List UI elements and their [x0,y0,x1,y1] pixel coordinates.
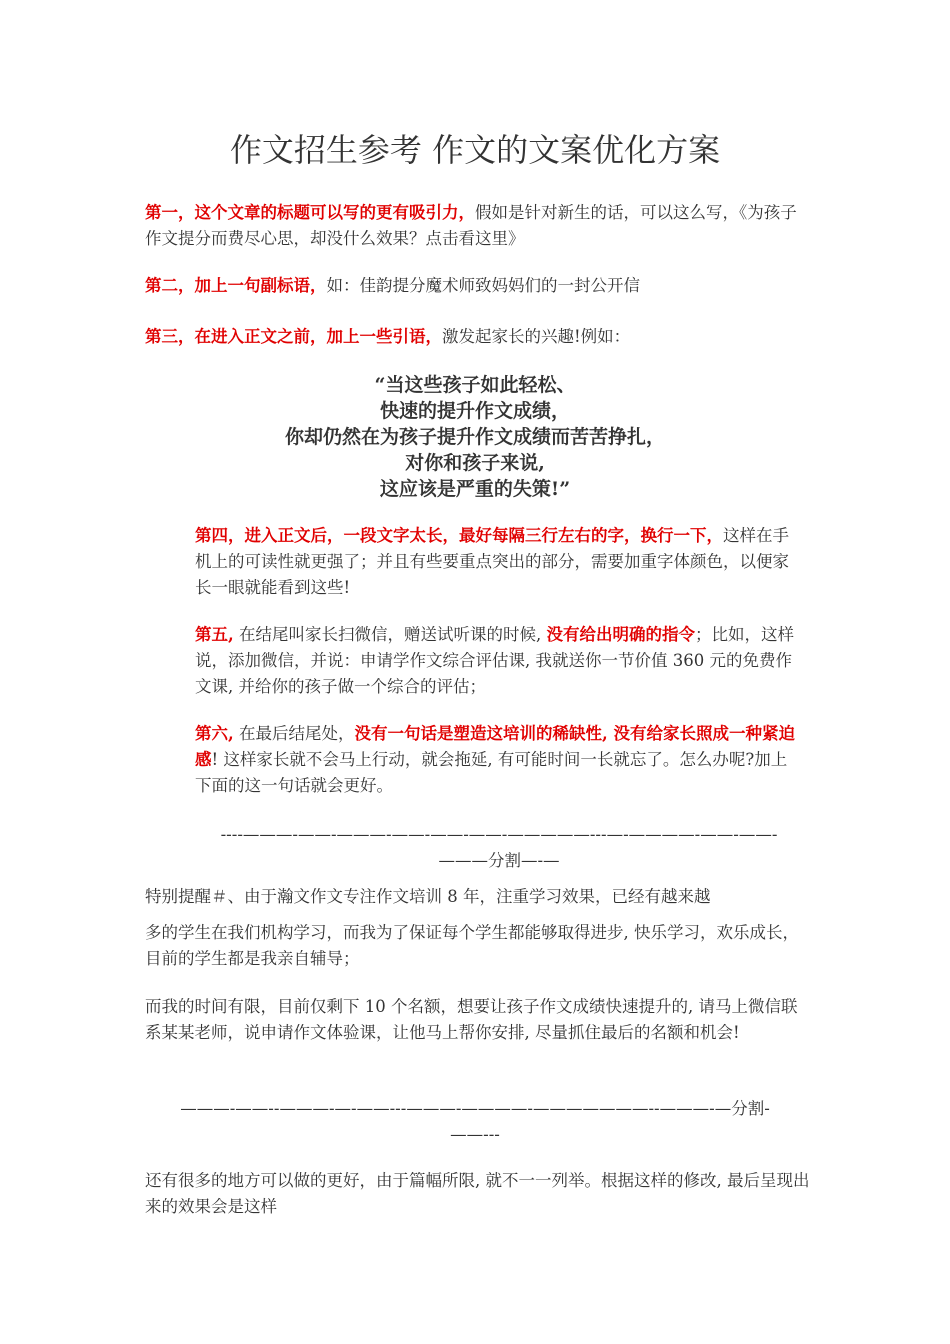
paragraph-1-text: 假如是针对新生的话，可以这么写，《为孩子作文提分而费尽心思，却没什么效果？点击看这里》 [145,203,797,248]
separator-2-line-2: ——--- [450,1125,500,1144]
paragraph-4-highlight: 第四，进入正文后，一段文字太长，最好每隔三行左右的字，换行一下， [195,526,723,545]
paragraph-7: 特别提醒＃、由于瀚文作文专注作文培训 8 年，注重学习效果，已经有越来越 [145,887,711,906]
paragraph-1-highlight: 第一，这个文章的标题可以写的更有吸引力， [145,203,475,222]
paragraph-1 [145,200,805,252]
paragraph-6-text: 在最后结尾处， [233,724,355,743]
paragraph-4 [195,523,803,601]
paragraph-9: 而我的时间有限，目前仅剩下 10 个名额，想要让孩子作文成绩快速提升的, 请马上微信联系某某老师，说申请作文体验课，让他马上帮你安排, 尽量抓住最后的名额和机会! [145,997,798,1042]
quote-block [0,372,950,502]
paragraph-6-text-2: ! 这样家长就不会马上行动，就会拖延, 有可能时间一长就忘了。怎么办呢?加上下面的这一句话就会更好。 [195,750,788,795]
separator-1-line-1: ----———-——-———-——-——-——-—————---—-————-——-——- [220,825,778,844]
paragraph-2-highlight: 第二，加上一句副标语， [145,276,327,295]
separator-2-line-1: ———-——--———-—-——---———-————-———————--———-—分割- [180,1099,770,1118]
separator-1 [195,822,803,874]
paragraph-10: 还有很多的地方可以做的更好，由于篇幅所限, 就不一一列举。根据这样的修改, 最后呈现出来的效果会是这样 [145,1171,810,1216]
quote-line: “当这些孩子如此轻松、 [374,374,576,396]
paragraph-4-text: 这样在手机上的可读性就更强了；并且有些要重点突出的部分，需要加重字体颜色，以便家长一眼就能看到这些! [195,526,789,597]
quote-line: 这应该是严重的失策!” [379,478,571,500]
paragraph-5-highlight: 第五, [195,625,234,644]
paragraph-2-text: 如：佳韵提分魔术师致妈妈们的一封公开信 [326,276,640,295]
paragraph-5-text-2: ；比如，这样说，添加微信，并说：申请学作文综合评估课, 我就送你一节价值 360 元的免费作文课, 并给你的孩子做一个综合的评估； [195,625,794,696]
paragraph-6 [195,721,803,799]
paragraph-5-text: 在结尾叫家长扫微信，赠送试听课的时候, [233,625,547,644]
paragraph-3-highlight: 第三，在进入正文之前，加上一些引语， [145,327,442,346]
paragraph-5-highlight-2: 没有给出明确的指令 [546,625,695,644]
page-title: 作文招生参考 作文的文案优化方案 [229,131,721,169]
paragraph-2 [145,273,805,299]
separator-1-line-2: ———分割—-— [438,851,560,870]
quote-line: 对你和孩子来说, [405,452,545,474]
quote-line: 你却仍然在为孩子提升作文成绩而苦苦挣扎， [284,426,665,448]
paragraph-3-text: 激发起家长的兴趣!例如： [442,327,631,346]
paragraph-8: 多的学生在我们机构学习，而我为了保证每个学生都能够取得进步, 快乐学习，欢乐成长，目前的学生都是我亲自辅导； [145,923,799,968]
paragraph-6-highlight: 第六, [195,724,234,743]
quote-line: 快速的提升作文成绩， [379,400,570,422]
paragraph-3 [145,324,805,350]
separator-2 [145,1096,805,1148]
paragraph-6-highlight-2: 没有一句话是塑造这培训的稀缺性, 没有给家长照成一种紧迫感 [195,724,795,769]
paragraph-5 [195,622,803,700]
